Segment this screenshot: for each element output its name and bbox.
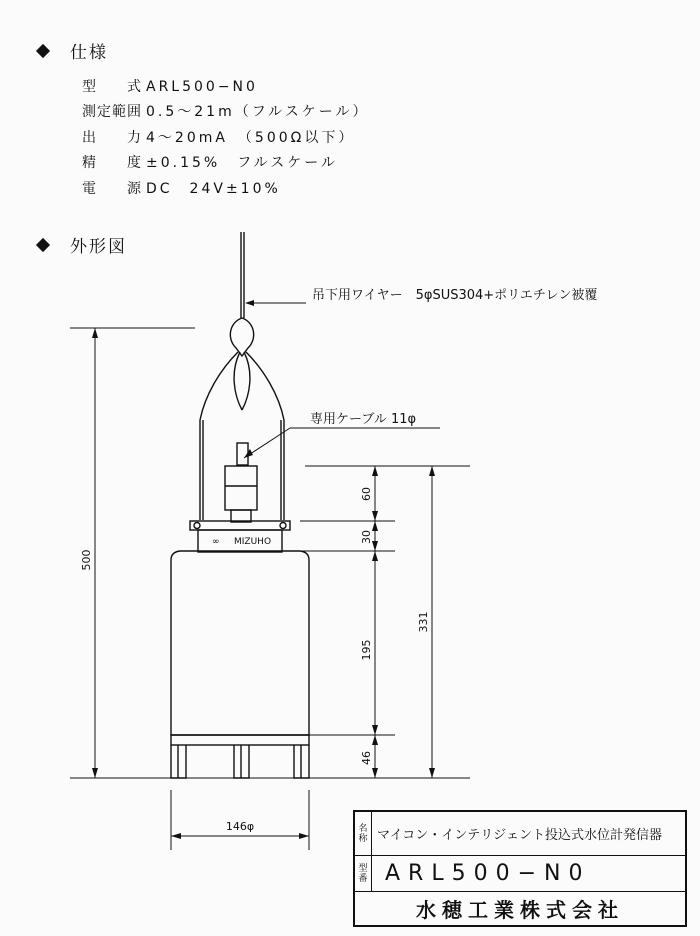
dim-60: 60 [360, 487, 373, 501]
company-name: 水穂工業株式会社 [416, 898, 624, 922]
spec-value: DC 24V±10% [146, 181, 281, 197]
title-block-model-row [355, 856, 685, 892]
dim-331: 331 [417, 611, 430, 633]
sensor-base [171, 735, 309, 745]
dim-diameter: 146φ [225, 820, 255, 833]
spec-value: ±0.15% フルスケール [146, 155, 338, 171]
title-block-name-row [355, 812, 685, 856]
spec-label: 精 度 [82, 155, 142, 171]
cable-note: 専用ケーブル 11φ [310, 412, 417, 427]
spec-value: 4～20mA （500Ω以下） [146, 130, 356, 146]
cable [237, 443, 248, 465]
title-block [353, 810, 687, 927]
spec-label: 出 力 [82, 130, 142, 146]
title-block-company-row [355, 892, 685, 925]
name-tag: 名称 [355, 812, 372, 855]
spec-value: 0.5～21m（フルスケール） [146, 104, 370, 120]
model-tag: 型番 [355, 856, 372, 891]
dim-46: 46 [360, 751, 373, 765]
wire-note: 吊下用ワイヤー 5φSUS304+ポリエチレン被覆 [312, 288, 598, 303]
spec-heading-text: 仕様 [70, 43, 108, 63]
spec-label: 測定範囲 [82, 104, 142, 120]
spec-label: 型 式 [82, 79, 142, 95]
body-mark: ∞ [212, 537, 220, 547]
dim-195: 195 [360, 639, 373, 661]
dim-30: 30 [360, 530, 373, 544]
product-name: マイコン・インテリジェント投込式水位計発信器 [377, 828, 662, 843]
model-number: ARL500−N0 [385, 861, 591, 886]
outline-heading-text: 外形図 [70, 237, 127, 257]
spec-label: 電 源 [82, 181, 142, 197]
wire-loop [230, 318, 253, 356]
sensor-body [171, 551, 309, 735]
connector-head [225, 466, 257, 510]
dim-500: 500 [80, 549, 93, 571]
body-label: MIZUHO [234, 537, 272, 547]
spec-value: ARL500−N0 [146, 79, 258, 95]
